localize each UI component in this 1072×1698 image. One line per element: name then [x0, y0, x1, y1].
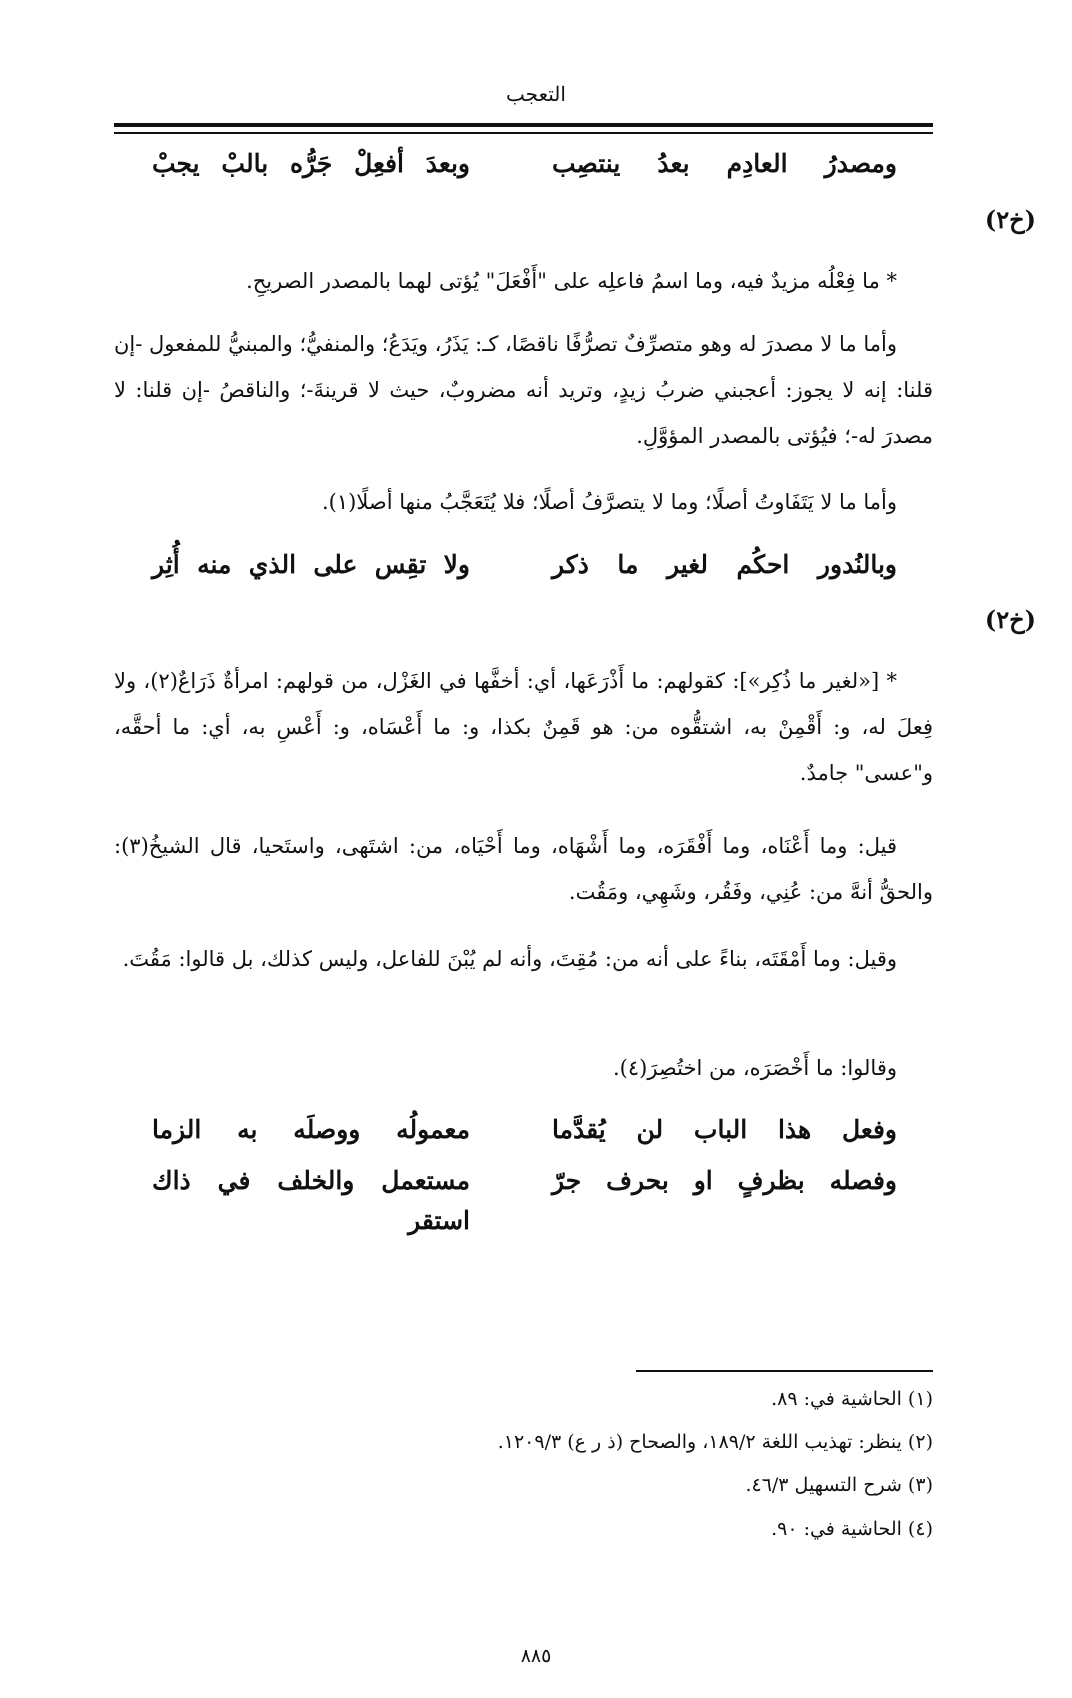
header-rule-thick	[114, 123, 933, 127]
paragraph: وقيل: وما أَمْقَتَه، بناءً على أنه من: مُقِتَ، وأنه لم يُبْنَ للفاعل، وليس كذلك، بل قالوا: مَقُتَ.	[122, 947, 897, 971]
verse-line	[114, 144, 933, 184]
verse-line	[114, 1110, 933, 1150]
verse-source-tag: (خ٢)	[984, 605, 1036, 634]
header-rule-thin	[114, 132, 933, 134]
footnote-separator	[636, 1370, 933, 1372]
verse-hemistich-first: وبالنُدور احكُم لغير ما ذكر	[552, 550, 897, 579]
footnote: (٢) ينظر: تهذيب اللغة ١٨٩/٢، والصحاح (ذ ر ع) ١٢٠٩/٣.	[497, 1431, 933, 1453]
paragraph: وأما ما لا مصدرَ له وهو متصرِّفٌ تصرُّفًا ناقصًا، كـ: يَذَرُ، ويَدَعُ؛ والمنفيُّ؛ والمبنيُّ للمفعول -إن قلنا: إنه لا يجوز: أعجبني ضربُ زيدٍ، وتريد أنه مضروبٌ، حيث لا قرينةَ-؛ والناقصُ -إن قلنا: لا مصدرَ له-؛ فيُؤتى بالمصدر المؤوَّلِ.	[114, 332, 933, 448]
verse-hemistich-second: وبعدَ أفعِلْ جَرُّه بالبْ يجبْ	[152, 149, 470, 178]
page-number: ٨٨٥	[520, 1645, 552, 1667]
paragraph: وقالوا: ما أَخْصَرَه، من اختُصِرَ(٤).	[612, 1056, 897, 1080]
paragraph: * ما فِعْلُه مزيدٌ فيه، وما اسمُ فاعلِه على "أَفْعَلَ" يُؤتى لهما بالمصدر الصريحِ.	[246, 269, 897, 293]
running-title: التعجب	[506, 82, 566, 106]
verse-hemistich-first: ومصدرُ العادِم بعدُ ينتصِب	[552, 149, 897, 178]
verse-line	[114, 1161, 933, 1235]
verse-source-tag: (خ٢)	[984, 205, 1036, 234]
footnote: (٤) الحاشية في: ٩٠.	[771, 1518, 933, 1540]
paragraph: وأما ما لا يَتَفَاوتُ أصلًا؛ وما لا يتصرَّفُ أصلًا؛ فلا يُتَعَجَّبُ منها أصلًا(١).	[322, 490, 897, 514]
verse-hemistich-first: وفعل هذا الباب لن يُقدَّما	[552, 1115, 897, 1144]
verse-hemistich-second: ولا تقِس على الذي منه أُثِر	[152, 550, 470, 579]
verse-hemistich-second: مستعمل والخلف في ذاك استقر	[152, 1166, 470, 1235]
footnote: (٣) شرح التسهيل ٤٦/٣.	[745, 1474, 933, 1496]
verse-hemistich-second: معمولُه ووصلَه به الزما	[152, 1115, 470, 1144]
verse-line	[114, 545, 933, 585]
footnote: (١) الحاشية في: ٨٩.	[771, 1388, 933, 1410]
paragraph: قيل: وما أَعْنَاه، وما أَفْقَرَه، وما أَشْهَاه، وما أَحْيَاه، من: اشتَهى، واستَحيا، قال الشيخُ(٣): والحقُّ أنهَّ من: عُنِي، وفَقُر، وشَهِي، ومَقُت.	[114, 834, 933, 904]
verse-hemistich-first: وفصله بظرفٍ او بحرف جرّ	[552, 1166, 897, 1195]
paragraph: * [«لغير ما ذُكِر»]: كقولهم: ما أَذْرَعَها، أي: أخفَّها في الغَزْل، من قولهم: امرأةٌ ذَرَاعٌ(٢)، ولا فِعلَ له، و: أَقْمِنْ به، اشتقُّوه من: هو قَمِنٌ بكذا، و: ما أَعْسَاه، و: أَعْسِ به، أي: ما أحقَّه، و"عسى" جامدٌ.	[114, 669, 933, 785]
